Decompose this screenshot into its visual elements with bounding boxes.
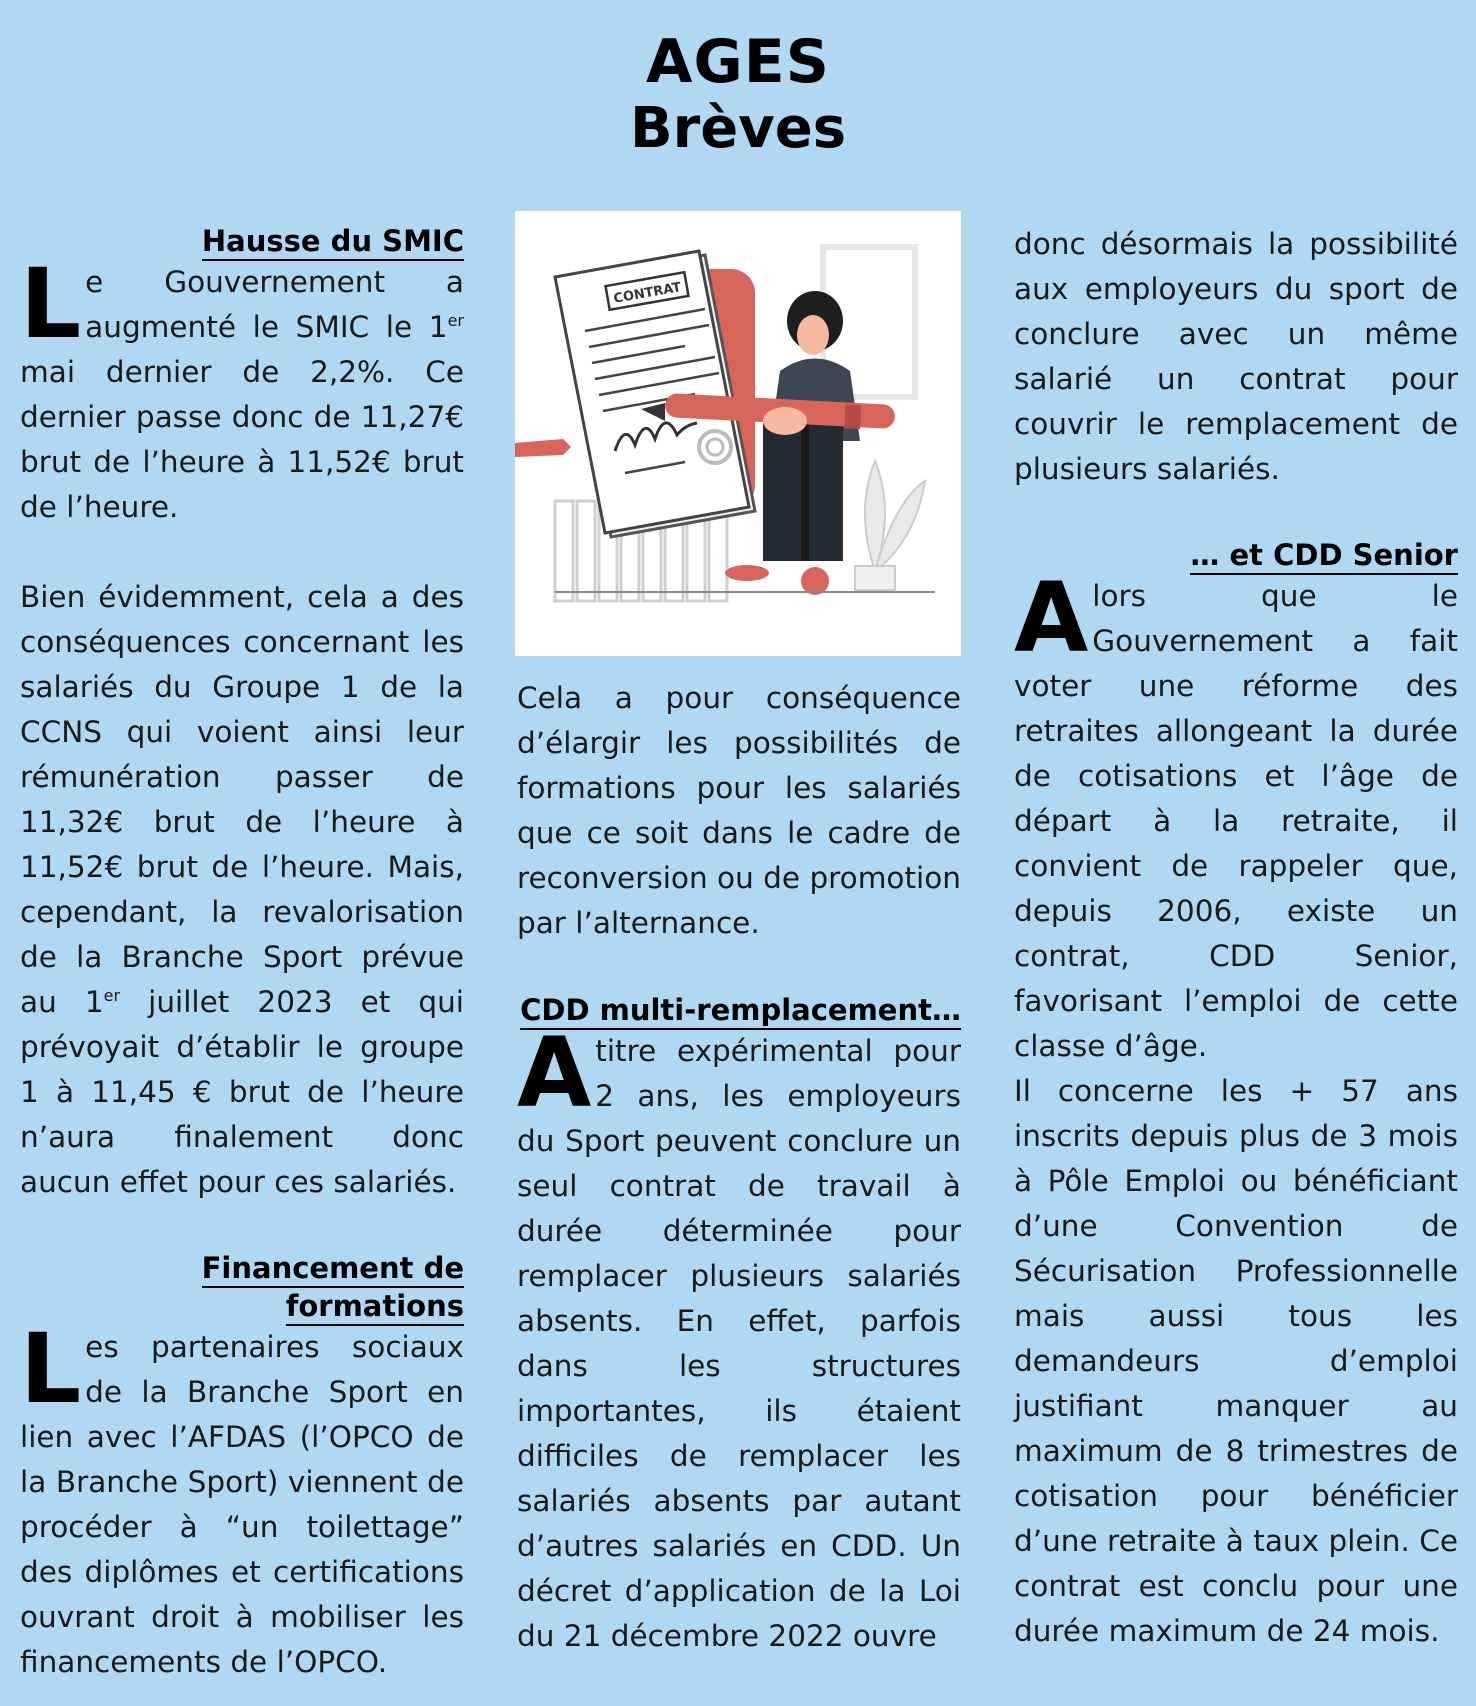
- paragraph: lors que le Gouvernement a fait voter une réforme des retraites allongeant la durée de cotisations et l’âge de départ à la retraite, il convient de rappeler que, depuis 2006, existe un contrat, CDD Senior, favorisant l’emploi de cette classe d’âge.: [1014, 579, 1458, 1063]
- heading-cdd-senior: … et CDD Senior: [1014, 536, 1458, 574]
- contract-illustration: [515, 211, 961, 656]
- page-header: [0, 28, 1476, 162]
- column-2: [517, 676, 961, 1659]
- paragraph: Il concerne les + 57 ans inscrits depuis plus de 3 mois à Pôle Emploi ou bénéficiant d’une Convention de Sécurisation Professionnelle mais aussi tous les demandeurs d’emploi justifiant manquer au maximum de 8 trimestres de cotisation pour bénéficier d’une retraite à taux plein. Ce contrat est conclu pour une durée maximum de 24 mois.: [1014, 1074, 1458, 1648]
- paragraph: titre expérimental pour 2 ans, les employeurs du Sport peuvent conclure un seul contrat de travail à durée déterminée pour remplacer plusieurs salariés absents. En effet, parfois dans les structures importantes, ils étaient difficiles de remplacer les salariés absents par autant d’autres salariés en CDD. Un décret d’application de la Loi du 21 décembre 2022 ouvre: [517, 1034, 961, 1653]
- column-1: [20, 222, 464, 1685]
- column-3: [1014, 222, 1458, 1654]
- drop-cap: L: [20, 248, 82, 360]
- contract-icon: [515, 211, 961, 656]
- page-title: AGES: [646, 27, 830, 97]
- drop-cap: L: [20, 1313, 82, 1425]
- drop-cap: A: [1014, 562, 1089, 674]
- paragraph: Bien évidemment, cela a des conséquences concernant les salariés du Groupe 1 de la CCNS qui voient ainsi leur rémunération passer de 11,32€ brut de l’heure à 11,52€ brut de l’heure. Mais, cependant, la revalorisation de la Branche Sport prévue au 1er juillet 2023 et qui prévoyait d’établir le groupe 1 à 11,45 € brut de l’heure n’aura finalement donc aucun effet pour ces salariés.: [20, 580, 465, 1199]
- heading-cdd-multi: CDD multi-remplacement…: [517, 991, 961, 1029]
- heading-smic: Hausse du SMIC: [20, 222, 464, 260]
- drop-cap: A: [517, 1017, 592, 1129]
- paragraph: donc désormais la possibilité aux employeurs du sport de conclure avec un même salarié un contrat pour couvrir le remplacement de plusieurs salariés.: [1014, 227, 1458, 486]
- article-cdd-multi: [517, 1017, 961, 1659]
- page-subtitle: Brèves: [629, 96, 847, 161]
- paragraph: e Gouvernement a augmenté le SMIC le 1er mai dernier de 2,2%. Ce dernier passe donc de 11,27€ brut de l’heure à 11,52€ brut de l’heure.: [20, 265, 464, 524]
- article-formations: [20, 1313, 464, 1685]
- paragraph: es partenaires sociaux de la Branche Sport en lien avec l’AFDAS (l’OPCO de la Branche Sport) viennent de procéder à “un toilettage” des diplômes et certifications ouvrant droit à mobiliser les financements de l’OPCO.: [20, 1330, 464, 1679]
- svg-text:CONTRAT: CONTRAT: [612, 280, 683, 307]
- article-smic: [20, 248, 465, 1205]
- article-cdd-senior: [1014, 562, 1458, 1654]
- heading-formations: Financement de formations: [20, 1249, 464, 1325]
- paragraph: Cela a pour conséquence d’élargir les possibilités de formations pour les salariés que ce soit dans le cadre de reconversion ou de promotion par l’alternance.: [517, 681, 961, 940]
